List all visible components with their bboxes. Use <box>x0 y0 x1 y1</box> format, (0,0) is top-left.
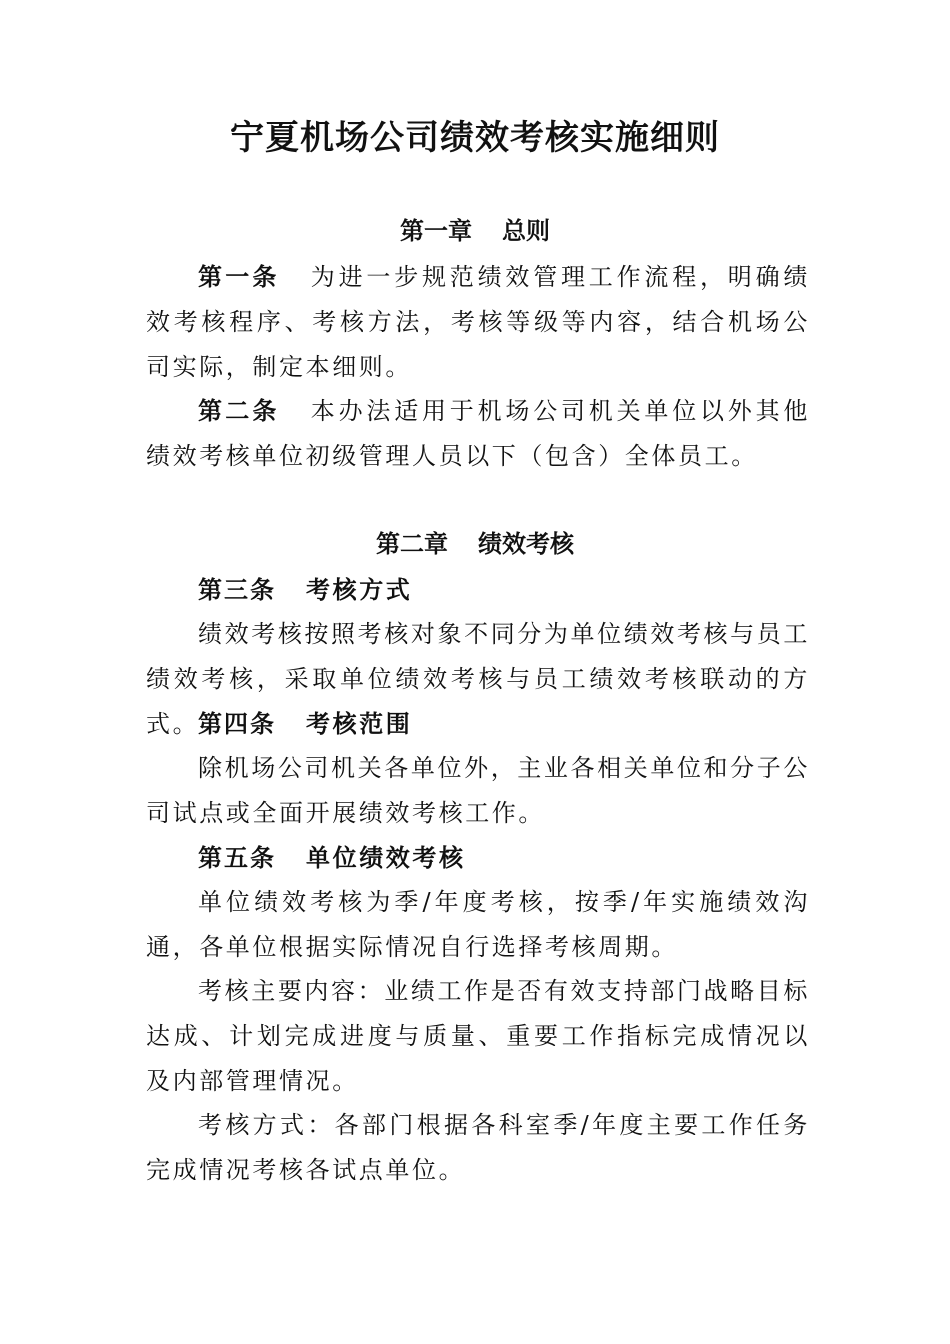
article-5-text-1: 单位绩效考核为季/年度考核，按季/年实施绩效沟通，各单位根据实际情况自行选择考核周期。 <box>146 888 810 961</box>
article-4-number: 第四条 <box>198 709 276 738</box>
article-3-text: 绩效考核按照考核对象不同分为单位绩效考核与员工绩效考核，采取单位绩效考核与员工绩效考核联动的方式。 <box>146 620 810 738</box>
chapter-2-heading <box>0 526 950 562</box>
article-4-title: 考核范围 <box>306 709 413 738</box>
article-5-number: 第五条 <box>198 843 276 872</box>
article-5-text-3: 考核方式：各部门根据各科室季/年度主要工作任务完成情况考核各试点单位。 <box>146 1111 810 1184</box>
chapter-1-name: 总则 <box>502 216 550 245</box>
article-1-number: 第一条 <box>198 262 280 291</box>
article-3-title: 考核方式 <box>306 575 413 604</box>
article-5-heading <box>146 835 810 881</box>
chapter-1-heading <box>0 213 950 249</box>
chapter-1-label: 第一章 <box>400 216 472 245</box>
article-3-heading <box>146 567 810 613</box>
article-2 <box>146 388 810 479</box>
article-1-text: 为进一步规范绩效管理工作流程，明确绩效考核程序、考核方法，考核等级等内容，结合机场公司实际，制定本细则。 <box>146 263 810 381</box>
document-title: 宁夏机场公司绩效考核实施细则 <box>230 118 720 158</box>
article-2-number: 第二条 <box>198 396 280 425</box>
article-5-title: 单位绩效考核 <box>306 843 466 872</box>
article-3-number: 第三条 <box>198 575 276 604</box>
chapter-2-label: 第二章 <box>376 529 448 558</box>
article-1 <box>146 254 810 390</box>
chapter-2-name: 绩效考核 <box>478 529 574 558</box>
article-5-text-2: 考核主要内容：业绩工作是否有效支持部门战略目标达成、计划完成进度与质量、重要工作指标完成情况以及内部管理情况。 <box>146 977 810 1095</box>
article-4-heading <box>146 701 810 747</box>
article-4-text: 除机场公司机关各单位外，主业各相关单位和分子公司试点或全面开展绩效考核工作。 <box>146 754 810 827</box>
article-2-text: 本办法适用于机场公司机关单位以外其他绩效考核单位初级管理人员以下（包含）全体员工。 <box>146 397 810 470</box>
